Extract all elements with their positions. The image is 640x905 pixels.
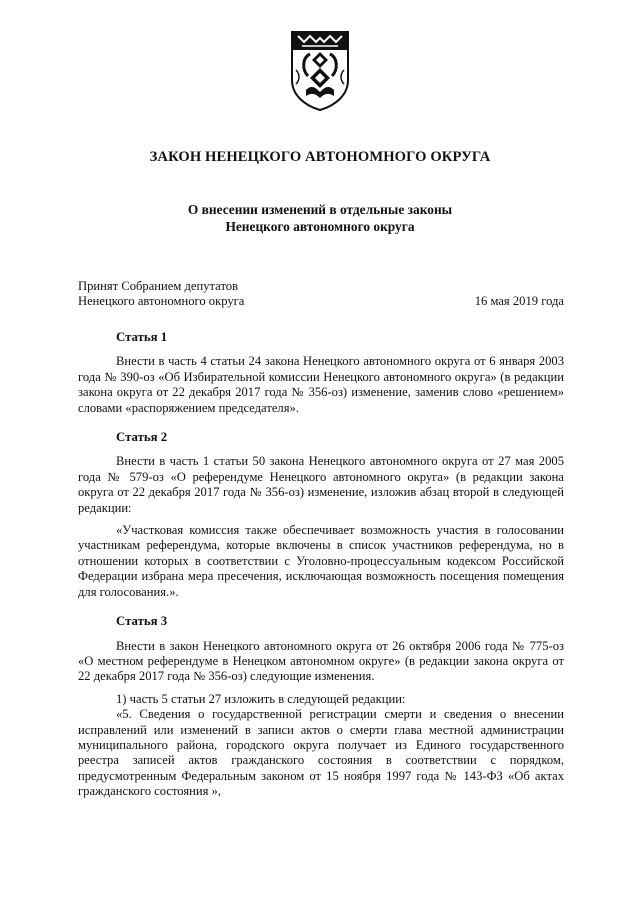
article-3-paragraph-3: «5. Сведения о государственной регистрации смерти и сведения о внесении исправлений или изменений в записи актов о смерти глава местной администрации муниципального района, городского округа получает из Единого государственного реестра записей актов гражданского состояния в соответствии с порядком, предусмотренным Федеральным законом от 15 ноября 1997 года № 143-ФЗ «Об актах гражданского состояния », [78, 707, 564, 799]
article-3-heading: Статья 3 [116, 614, 168, 629]
article-2-heading: Статья 2 [116, 430, 168, 445]
article-1-heading: Статья 1 [116, 330, 168, 344]
adoption-block [78, 279, 564, 310]
article-1-paragraph-1: Внести в часть 4 статьи 24 закона Ненецкого автономного округа от 6 января 2003 года № 390-оз «Об Избирательной комиссии Ненецкого автономного округа» (в редакции закона округа от 22 декабря 2017 года № 356-оз) изменение, заменив слово «решением» словами «распоряжением председателя». [78, 354, 564, 415]
adoption-date: 16 мая 2019 года [474, 294, 564, 309]
law-subtitle [0, 201, 640, 235]
article-3-paragraph-2: 1) часть 5 статьи 27 изложить в следующей редакции: [116, 691, 406, 706]
coat-of-arms-emblem-icon [288, 28, 352, 112]
article-2-paragraph-1: Внести в часть 1 статьи 50 закона Ненецкого автономного округа от 27 мая 2005 года № 579-оз «О референдуме Ненецкого автономного округа» (в редакции закона округа от 22 декабря 2017 года № 356-оз) изменение, изложив абзац второй в следующей редакции: [78, 454, 564, 515]
article-3-paragraph-1: Внести в закон Ненецкого автономного округа от 26 октября 2006 года № 775-оз «О местном референдуме в Ненецком автономном округе» (в редакции закона округа от 22 декабря 2017 года № 356-оз) следующие изменения. [78, 638, 564, 684]
article-2-paragraph-2: «Участковая комиссия также обеспечивает возможность участия в голосовании участникам референдума, которые включены в список участников референдума, но в отношении которых в соответствии с Уголовно-процессуальным кодексом Российской Федерации избрана мера пресечения, исключающая возможность посещения помещения для голосования.». [78, 523, 564, 599]
law-body [78, 330, 564, 800]
adopted-by-line-1: Принят Собранием депутатов [78, 279, 239, 293]
law-title: ЗАКОН НЕНЕЦКОГО АВТОНОМНОГО ОКРУГА [149, 149, 491, 165]
adopted-by-line-2: Ненецкого автономного округа [78, 294, 245, 309]
subtitle-line-1: О внесении изменений в отдельные законы [187, 202, 453, 217]
subtitle-line-2: Ненецкого автономного округа [225, 219, 415, 234]
